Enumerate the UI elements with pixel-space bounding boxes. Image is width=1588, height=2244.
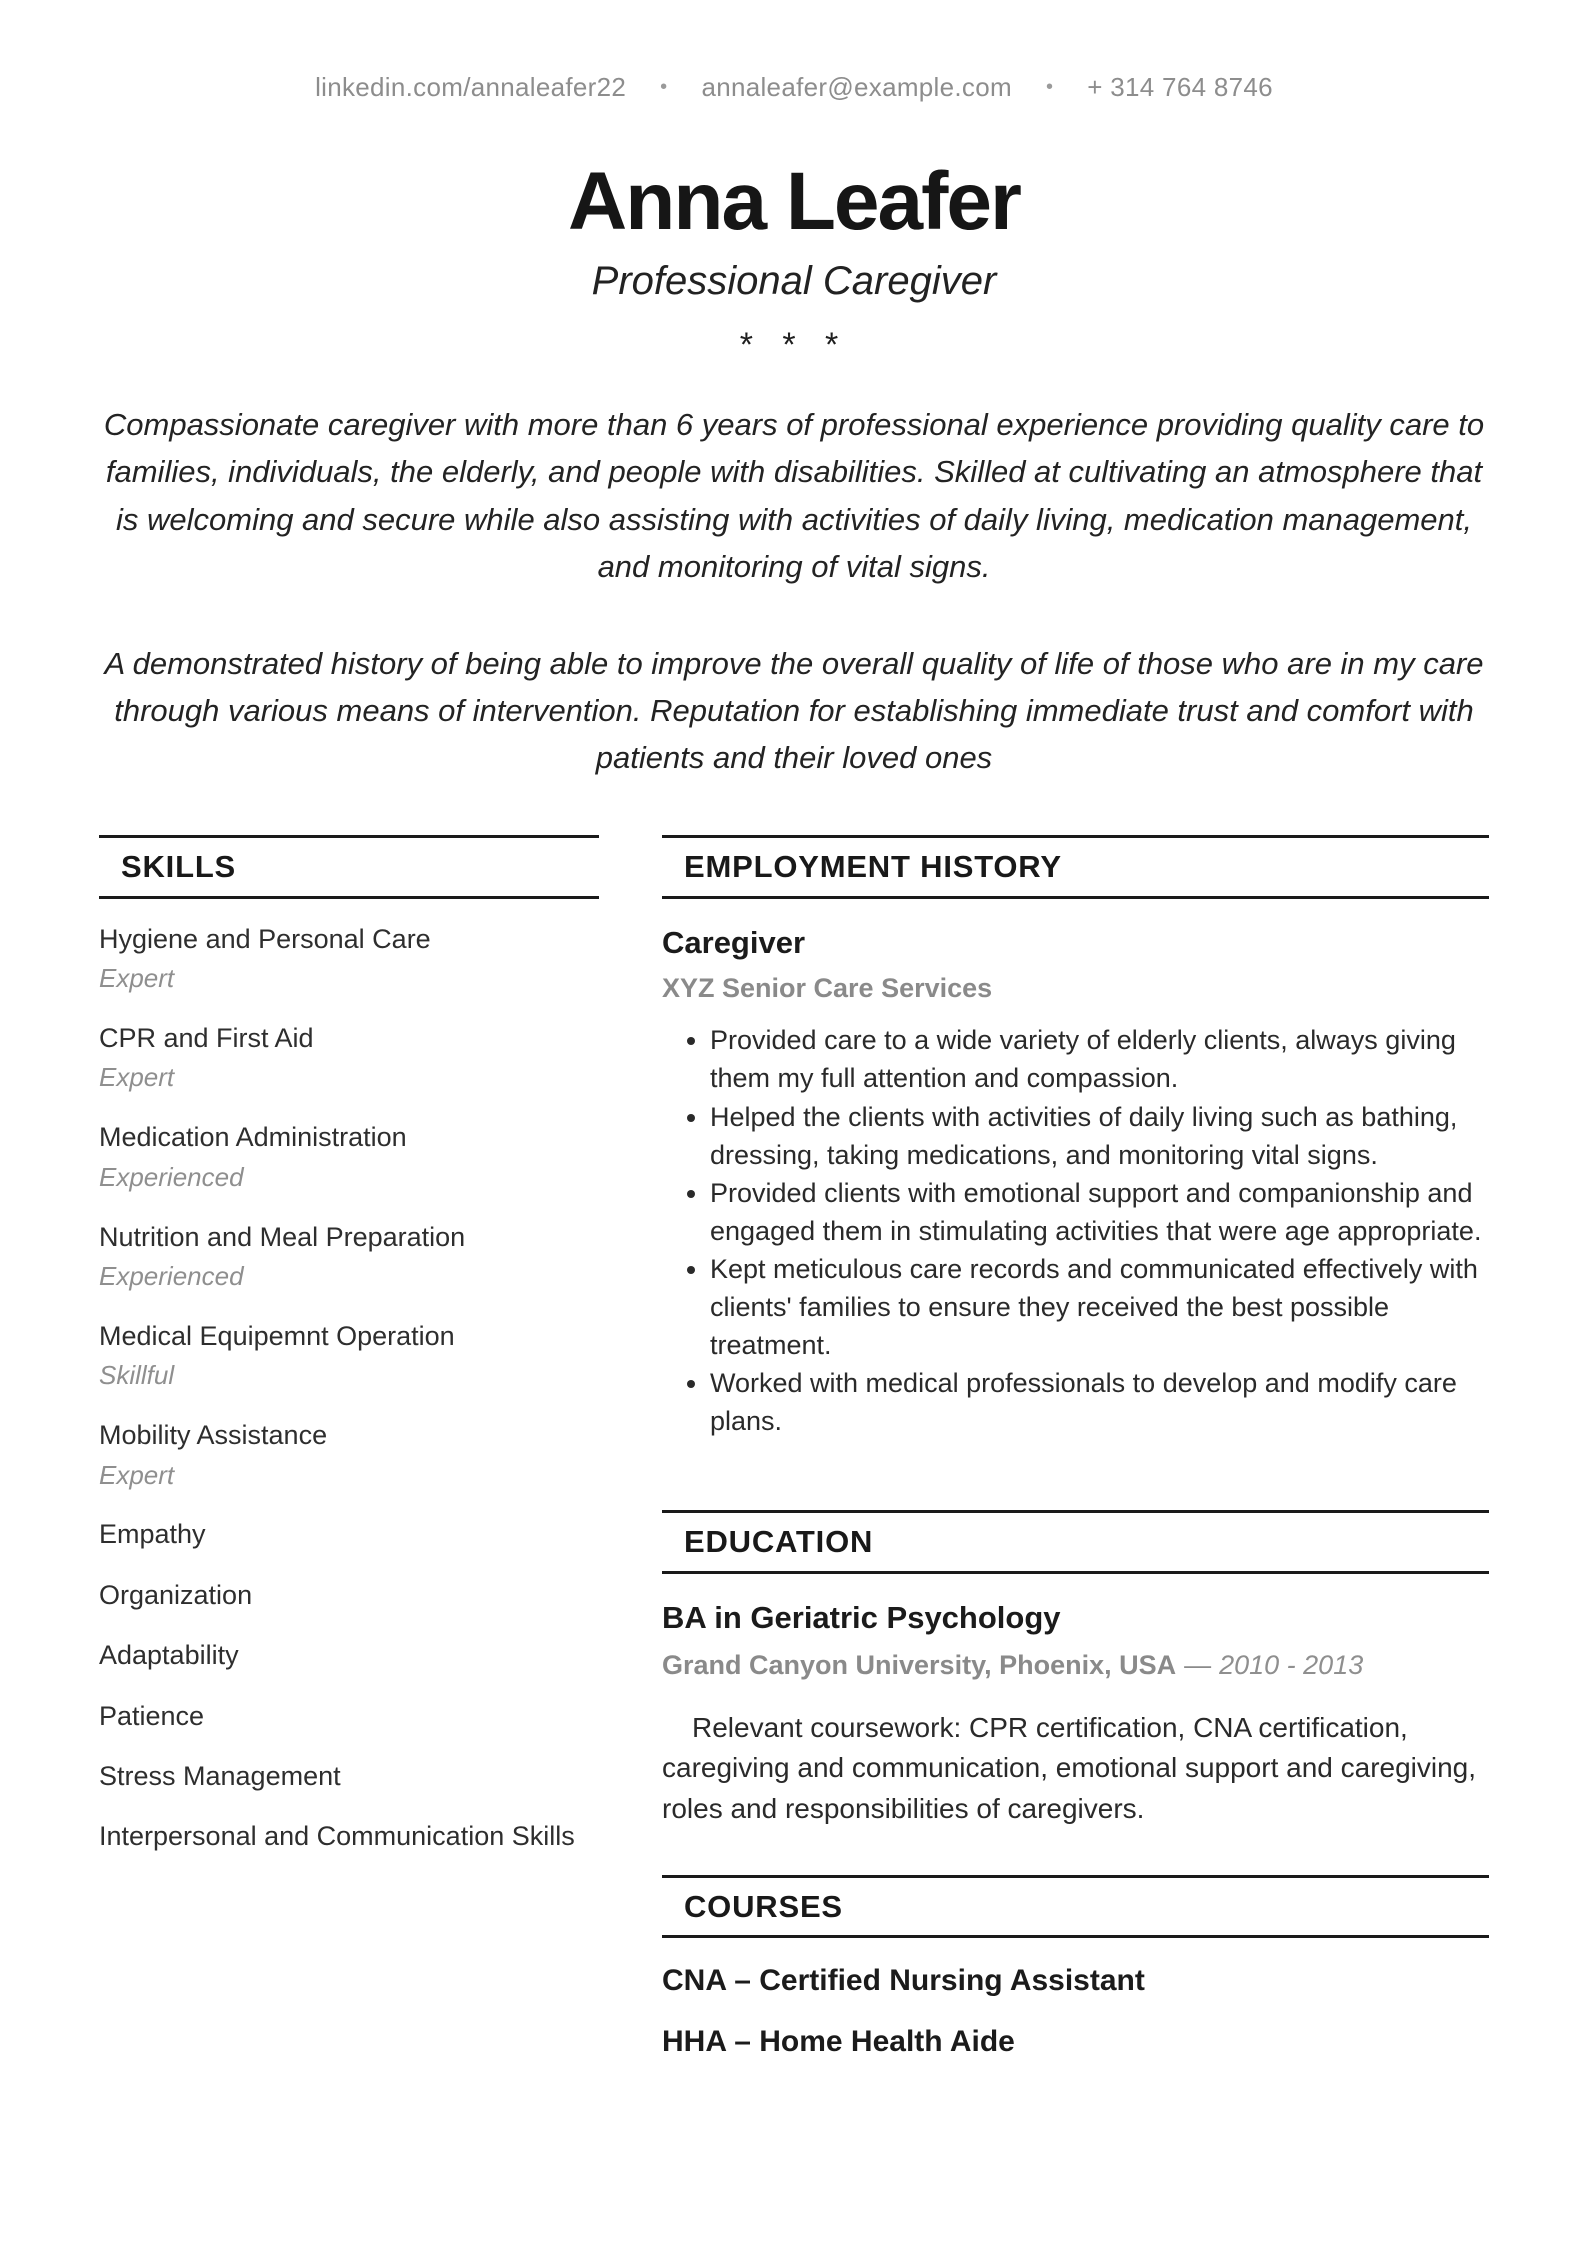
- candidate-title: Professional Caregiver: [591, 259, 997, 304]
- course-item-hha: HHA – Home Health Aide: [662, 2024, 1015, 2058]
- job-employer: XYZ Senior Care Services: [662, 973, 993, 1004]
- skills-section: [99, 835, 599, 2059]
- skill-item: [99, 1221, 599, 1292]
- skill-item: [99, 1579, 599, 1611]
- skill-item: [99, 1419, 599, 1490]
- summary-paragraph-1: Compassionate caregiver with more than 6 years of professional experience providing quality care to families, individuals, the elderly, and people with disabilities. Skilled at cultivating an atmosphere that is welcoming and secure while also assisting with activities of daily living, medication management, and monitoring of vital signs.: [103, 407, 1485, 584]
- skill-item: [99, 1022, 599, 1093]
- education-dates: 2010 - 2013: [1219, 1650, 1364, 1681]
- job-bullet: • Provided care to a wide variety of elderly clients, always giving them my full attention and compassion.: [710, 1021, 1489, 1097]
- skill-name: Interpersonal and Communication Skills: [99, 1821, 575, 1852]
- section-header-education: [662, 1510, 1489, 1574]
- skill-name: CPR and First Aid: [99, 1022, 314, 1053]
- right-column: [662, 835, 1489, 2059]
- skill-item: [99, 1121, 599, 1192]
- section-header-courses: [662, 1875, 1489, 1939]
- education-section: [662, 1510, 1489, 1829]
- skill-level: Expert: [99, 963, 175, 994]
- education-dates-separator: —: [1184, 1650, 1212, 1681]
- content-columns: [99, 835, 1489, 2059]
- section-heading-education: EDUCATION: [684, 1524, 874, 1560]
- education-meta: [662, 1649, 1489, 1681]
- courses-section: [662, 1875, 1489, 2060]
- education-school: Grand Canyon University, Phoenix, USA: [662, 1650, 1177, 1681]
- skill-level: Experienced: [99, 1161, 244, 1192]
- skill-name: Medical Equipemnt Operation: [99, 1320, 455, 1351]
- skills-list: [99, 923, 599, 1853]
- stars-divider: * * *: [739, 326, 849, 365]
- skill-item: [99, 1700, 599, 1732]
- degree-title: BA in Geriatric Psychology: [662, 1599, 1061, 1635]
- job-bullet: • Worked with medical professionals to develop and modify care plans.: [710, 1364, 1489, 1440]
- job-bullet: • Kept meticulous care records and communicated effectively with clients' families to ensure they received the best possible treatment.: [710, 1250, 1489, 1364]
- skill-level: Expert: [99, 1459, 175, 1490]
- skill-level: Experienced: [99, 1260, 244, 1291]
- section-heading-skills: SKILLS: [121, 849, 237, 885]
- job-bullet: • Provided clients with emotional support and companionship and engaged them in stimulating activities that were age appropriate.: [710, 1174, 1489, 1250]
- contact-linkedin: linkedin.com/annaleafer22: [315, 72, 627, 102]
- summary-paragraph-2: A demonstrated history of being able to improve the overall quality of life of those who are in my care through various means of intervention. Reputation for establishing immediate trust and comfort with patients and their loved ones: [104, 645, 1484, 775]
- skill-name: Patience: [99, 1700, 205, 1731]
- skill-name: Nutrition and Meal Preparation: [99, 1221, 466, 1252]
- contact-phone: + 314 764 8746: [1087, 72, 1273, 102]
- section-heading-employment: EMPLOYMENT HISTORY: [684, 849, 1062, 885]
- skill-level: Expert: [99, 1062, 175, 1093]
- section-heading-courses: COURSES: [684, 1888, 843, 1924]
- employment-section: [662, 835, 1489, 1440]
- education-coursework: Relevant coursework: CPR certification, CNA certification, caregiving and communication, emotional support and caregiving, roles and responsibilities of caregivers.: [662, 1711, 1477, 1824]
- skill-item: [99, 1518, 599, 1550]
- job-title: Caregiver: [662, 924, 806, 960]
- skill-item: [99, 923, 599, 994]
- skill-name: Hygiene and Personal Care: [99, 923, 431, 954]
- skill-name: Adaptability: [99, 1640, 239, 1671]
- skill-name: Stress Management: [99, 1760, 341, 1791]
- skill-item: [99, 1760, 599, 1792]
- skill-name: Medication Administration: [99, 1122, 407, 1153]
- contact-email: annaleafer@example.com: [701, 72, 1012, 102]
- skill-item: [99, 1639, 599, 1671]
- contact-separator-dot: •: [1045, 76, 1054, 98]
- course-item-cna: CNA – Certified Nursing Assistant: [662, 1964, 1145, 1998]
- header-contact: [99, 72, 1489, 103]
- skill-level: Skillful: [99, 1360, 175, 1391]
- skill-name: Empathy: [99, 1519, 206, 1550]
- skill-name: Mobility Assistance: [99, 1420, 328, 1451]
- section-header-employment: [662, 835, 1489, 899]
- section-header-skills: [99, 835, 599, 899]
- skill-item: [99, 1320, 599, 1391]
- contact-separator-dot: •: [660, 76, 668, 98]
- job-bullet-list: [662, 1021, 1489, 1440]
- skill-item: [99, 1820, 599, 1852]
- skill-name: Organization: [99, 1579, 253, 1610]
- candidate-name: Anna Leafer: [568, 156, 1020, 247]
- job-bullet: • Helped the clients with activities of daily living such as bathing, dressing, taking medications, and monitoring vital signs.: [710, 1098, 1489, 1174]
